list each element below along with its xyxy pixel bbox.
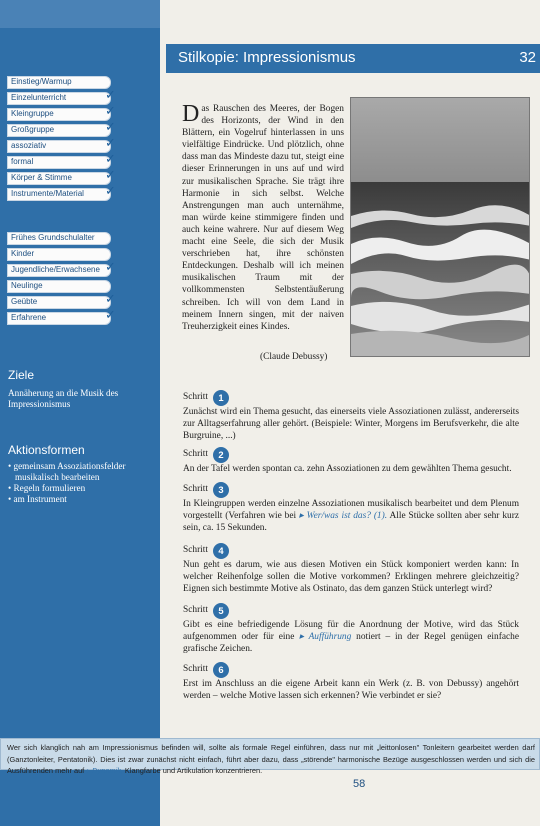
checkmark-icon: ✓ bbox=[105, 292, 116, 307]
check-label: Körper & Stimme bbox=[11, 173, 72, 182]
cross-reference-link[interactable]: ▸ Wer/was ist das? (1). bbox=[299, 510, 388, 521]
step-label: Schritt bbox=[183, 664, 208, 675]
checklist-method bbox=[7, 76, 117, 204]
step-number-badge: 3 bbox=[213, 482, 229, 498]
check-row bbox=[7, 260, 117, 277]
checkmark-icon: ✓ bbox=[105, 136, 116, 151]
list-item: • Regeln formulieren bbox=[8, 483, 158, 494]
check-row bbox=[7, 136, 117, 153]
quote-text: as Rauschen des Meeres, der Bogen des Horizonts, der Wind in den Blättern, ein Vogelruf hinterlassen in uns vielfältige Eindrücke. Und plötzlich, ohne dass man das Mindeste dazu tut, steigt eine dieser Erinnerungen in uns auf und wird zur musikalischen Sprache. Sie trägt ihre Harmonie in sich selbst. Welche Anstrengungen man auch unternähme, man würde keine stimmigere finden und auch keine wahrere. Nur auf diesem Weg macht eine Seele, die sich der Musik verschrieben hat, ihre schönsten Entdeckungen. Deshalb will ich meinen musikalischen Traum mit der vollkommensten Selbstentäußerung schreiben. Ich will von dem Land in meinem Innern singen, mit der naiven Treuherzigkeit eines Kindes. bbox=[182, 104, 344, 332]
step-5 bbox=[183, 603, 519, 656]
aktionsformen-list bbox=[8, 461, 158, 505]
step-number-badge: 4 bbox=[213, 543, 229, 559]
check-row bbox=[7, 184, 117, 201]
step-label: Schritt bbox=[183, 484, 208, 495]
check-row bbox=[7, 88, 117, 105]
step-text: Gibt es eine befriedigende Lösung für die Anordnung der Motive, wird das Stück aufgenommen oder für eine ▸ Aufführung notiert – in der Regel genügen einfache grafische Zeichen. bbox=[183, 620, 519, 654]
aktionsformen-heading: Aktionsformen bbox=[8, 443, 85, 457]
step-text: In Kleingruppen werden einzelne Assoziationen musikalisch bearbeitet und dem Plenum vorgestellt (Verfahren wie bei ▸ Wer/was ist das? (1). Alle Stücke sollten aber sehr kurz sein, ca. 15 Sekunden. bbox=[183, 499, 519, 533]
page-number: 58 bbox=[353, 778, 366, 790]
step-label: Schritt bbox=[183, 545, 208, 556]
check-row bbox=[7, 152, 117, 169]
list-item: • gemeinsam Assoziationsfelder musikalisch bearbeiten bbox=[8, 461, 158, 483]
check-label: Erfahrene bbox=[11, 313, 47, 322]
checkmark-icon: ✓ bbox=[105, 152, 116, 167]
step-number-badge: 2 bbox=[213, 447, 229, 463]
check-label: Geübte bbox=[11, 297, 38, 306]
check-label: Großgruppe bbox=[11, 125, 55, 134]
checkmark-icon: ✓ bbox=[105, 184, 116, 199]
check-row bbox=[7, 76, 117, 89]
checkmark-icon: ✓ bbox=[105, 168, 116, 183]
check-row bbox=[7, 292, 117, 309]
sidebar bbox=[0, 0, 160, 826]
check-label: Einstieg/Warmup bbox=[11, 77, 72, 86]
step-6 bbox=[183, 662, 519, 703]
ziele-text: Annäherung an die Musik des Impressionismus bbox=[8, 388, 119, 409]
check-row bbox=[7, 104, 117, 121]
step-4 bbox=[183, 543, 519, 596]
check-label: Einzelunterricht bbox=[11, 93, 67, 102]
quote-source: (Claude Debussy) bbox=[260, 352, 328, 362]
step-number-badge: 5 bbox=[213, 603, 229, 619]
check-row bbox=[7, 280, 117, 293]
check-label: formal bbox=[11, 157, 34, 166]
drop-cap: D bbox=[182, 101, 200, 127]
info-text: Wer sich klanglich nah am Impressionismus befinden will, sollte als formale Regel einführen, dass nur mit „leittonlosen" Tonleitern gearbeitet werden darf (Ganztonleiter, Pentatonik). Dies ist zwar zunächst nicht einfach, führt aber dazu, dass „störende" harmonische Bezüge ausgeschlossen werden und sich die Ausführenden mehr auf ▸ Dynamik, Klangfarbe und Artikulation konzentrieren. bbox=[7, 743, 535, 776]
title-bar bbox=[166, 44, 540, 73]
checkmark-icon: ✓ bbox=[105, 260, 116, 275]
checkmark-icon: ✓ bbox=[105, 308, 116, 323]
page-title: Stilkopie: Impressionismus bbox=[178, 49, 356, 66]
sea-waves-image bbox=[351, 98, 530, 357]
checklist-level bbox=[7, 232, 117, 328]
step-1 bbox=[183, 390, 519, 443]
debussy-quote bbox=[182, 103, 344, 333]
check-row bbox=[7, 248, 117, 261]
check-label: Neulinge bbox=[11, 281, 43, 290]
step-text: An der Tafel werden spontan ca. zehn Assoziationen zu dem gewählten Thema gesucht. bbox=[183, 464, 512, 474]
check-label: Instrumente/Material bbox=[11, 189, 84, 198]
step-text: Erst im Anschluss an die eigene Arbeit kann ein Werk (z. B. von Debussy) angehört werden – welche Motive lassen sich erkennen? Wie verbindet er sie? bbox=[183, 679, 519, 701]
check-row bbox=[7, 308, 117, 325]
step-text: Zunächst wird ein Thema gesucht, das einerseits viele Assoziationen zulässt, andererseits zur Alltagserfahrung aller gehört. (Beispiele: Winter, Morgens im Berufsverkehr, die alte Burgruine, ...) bbox=[183, 407, 519, 441]
info-box bbox=[0, 738, 540, 776]
check-row bbox=[7, 232, 117, 245]
cross-reference-link[interactable]: ▸ Dynamik, bbox=[86, 766, 123, 776]
step-label: Schritt bbox=[183, 605, 208, 616]
sidebar-top-band bbox=[0, 0, 160, 28]
check-label: Frühes Grundschulalter bbox=[11, 233, 95, 242]
step-3 bbox=[183, 482, 519, 535]
step-text: Nun geht es darum, wie aus diesen Motiven ein Stück komponiert werden kann: In welcher Reihenfolge sollen die Motive vorkommen? Erklingen mehrere gleichzeitig? Eignen sich bestimmte Motive als Ostinato, das dem ganzen Stück unterlegt wird? bbox=[183, 560, 519, 594]
sea-photo bbox=[350, 97, 530, 357]
step-number-badge: 6 bbox=[213, 662, 229, 678]
check-label: assoziativ bbox=[11, 141, 47, 150]
check-label: Jugendliche/Erwachsene bbox=[11, 265, 100, 274]
check-row bbox=[7, 120, 117, 137]
checkmark-icon: ✓ bbox=[105, 88, 116, 103]
check-row bbox=[7, 168, 117, 185]
list-item: • am Instrument bbox=[8, 494, 158, 505]
check-label: Kleingruppe bbox=[11, 109, 54, 118]
checkmark-icon: ✓ bbox=[105, 120, 116, 135]
ziele-heading: Ziele bbox=[8, 368, 35, 382]
check-label: Kinder bbox=[11, 249, 35, 258]
step-label: Schritt bbox=[183, 392, 208, 403]
cross-reference-link[interactable]: ▸ Aufführung bbox=[299, 631, 352, 642]
step-2 bbox=[183, 447, 519, 476]
step-number-badge: 1 bbox=[213, 390, 229, 406]
section-number: 32 bbox=[519, 49, 536, 66]
checkmark-icon: ✓ bbox=[105, 104, 116, 119]
step-label: Schritt bbox=[183, 449, 208, 460]
